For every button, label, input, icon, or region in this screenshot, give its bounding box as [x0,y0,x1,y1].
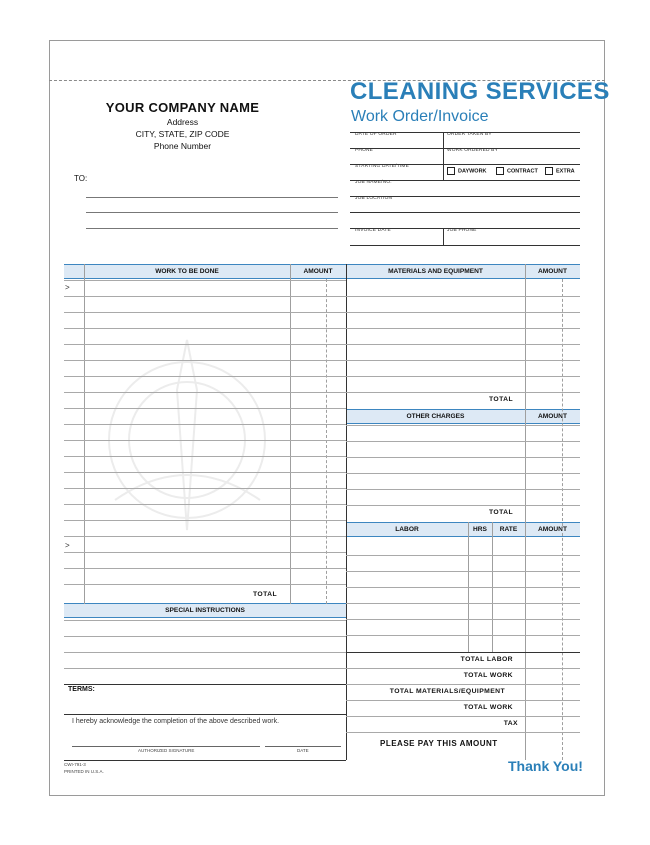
work-row-line[interactable] [64,328,346,329]
right-row-line[interactable] [346,505,580,506]
total-work-label-2: TOTAL WORK [463,704,513,711]
work-amount-header: AMOUNT [303,268,333,275]
work-row-line[interactable] [64,392,346,393]
field-line [350,212,580,213]
tax-label: TAX [503,720,518,727]
company-name: YOUR COMPANY NAME [105,100,260,115]
contract-checkbox[interactable] [496,167,538,175]
daywork-checkbox[interactable] [447,167,487,175]
job-phone-label: JOB PHONE [447,228,477,233]
work-to-be-done-header: WORK TO BE DONE [155,268,219,275]
job-location-label: JOB LOCATION [355,196,393,201]
to-line[interactable] [86,212,338,213]
work-row-line[interactable] [64,296,346,297]
work-total-label: TOTAL [252,591,277,598]
right-row-line[interactable] [346,716,580,717]
right-row-line[interactable] [346,603,580,604]
right-row-line[interactable] [346,571,580,572]
field-divider [443,132,444,180]
right-row-line[interactable] [346,555,580,556]
work-row-line[interactable] [64,472,346,473]
work-row-line[interactable] [64,584,346,585]
extra-checkbox[interactable] [545,167,575,175]
summary-top-line [346,652,580,653]
right-row-line[interactable] [346,296,580,297]
materials-total-label: TOTAL [488,396,513,403]
work-row-line[interactable] [64,280,346,281]
work-row-line[interactable] [64,504,346,505]
special-row-line[interactable] [64,668,346,669]
to-line[interactable] [86,197,338,198]
to-label: TO: [74,174,88,183]
right-cents-divider [562,279,563,760]
work-col-line [84,264,85,604]
labor-amount-header: AMOUNT [538,526,567,533]
phone-label: PHONE [355,148,374,153]
work-col-line [290,264,291,604]
signature-line[interactable] [72,746,260,747]
form-code: CWI-791-3 [64,762,86,767]
watermark-emblem [85,330,290,540]
other-charges-amount-header: AMOUNT [538,413,567,420]
job-name-label: JOB NAME/NO. [355,180,392,185]
right-row-line[interactable] [346,587,580,588]
extra-label: EXTRA [556,168,575,175]
daywork-label: DAYWORK [458,168,487,175]
work-row-line[interactable] [64,440,346,441]
date-of-order-label: DATE OF ORDER [355,132,397,137]
center-divider [346,264,347,760]
left-bottom-line [64,760,346,761]
work-row-line[interactable] [64,344,346,345]
labor-rate-header: RATE [499,526,518,533]
right-row-line[interactable] [346,635,580,636]
right-row-line[interactable] [346,619,580,620]
work-row-line[interactable] [64,360,346,361]
special-row-line[interactable] [64,652,346,653]
special-row-line[interactable] [64,636,346,637]
thank-you-text: Thank You! [508,758,583,774]
to-line[interactable] [86,228,338,229]
total-work-label: TOTAL WORK [463,672,513,679]
date-line[interactable] [265,746,341,747]
right-row-line[interactable] [346,457,580,458]
company-address: Address [166,117,199,127]
other-charges-total-label: TOTAL [488,509,513,516]
work-row-line[interactable] [64,520,346,521]
contract-label: CONTRACT [507,168,538,175]
acknowledgement-text: I hereby acknowledge the completion of the above described work. [72,718,280,725]
right-row-line[interactable] [346,684,580,685]
terms-top-line [64,684,346,685]
order-taken-by-label: ORDER TAKEN BY [447,132,492,137]
signature-label: AUTHORIZED SIGNATURE [138,748,195,753]
field-divider [443,228,444,245]
printed-in: PRINTED IN U.S.A. [64,769,104,774]
invoice-date-label: INVOICE DATE [355,228,391,233]
ack-top-line [64,714,346,715]
other-charges-header: OTHER CHARGES [406,413,465,420]
right-row-line[interactable] [346,312,580,313]
labor-header: LABOR [395,526,419,533]
date-label: DATE [297,748,309,753]
materials-header: MATERIALS AND EQUIPMENT [388,268,483,275]
form-subtitle: Work Order/Invoice [351,108,489,125]
right-amount-col-line [525,264,526,760]
work-row-line[interactable] [64,376,346,377]
total-materials-label: TOTAL MATERIALS/EQUIPMENT [389,688,505,695]
right-row-line[interactable] [346,425,580,426]
work-row-line[interactable] [64,552,346,553]
materials-amount-header: AMOUNT [538,268,567,275]
right-row-line[interactable] [346,441,580,442]
work-row-line[interactable] [64,488,346,489]
starting-date-label: STARTING DATE/TIME [355,164,409,169]
company-block [70,100,295,151]
work-ordered-by-label: WORK ORDERED BY [447,148,498,153]
right-row-line[interactable] [346,376,580,377]
terms-label: TERMS: [68,686,95,693]
form-title: CLEANING SERVICES [350,78,610,105]
right-row-line[interactable] [346,732,580,733]
right-row-line[interactable] [346,700,580,701]
right-row-line[interactable] [346,489,580,490]
work-row-line[interactable] [64,536,346,537]
special-row-line[interactable] [64,620,346,621]
work-row-line[interactable] [64,424,346,425]
company-phone: Phone Number [153,141,212,151]
work-row-line[interactable] [64,312,346,313]
right-row-line[interactable] [346,392,580,393]
work-row-line[interactable] [64,408,346,409]
right-row-line[interactable] [346,344,580,345]
arrow-marker: > [65,283,70,292]
pay-this-amount-label: PLEASE PAY THIS AMOUNT [380,739,498,748]
field-line [350,245,580,246]
total-labor-label: TOTAL LABOR [460,656,513,663]
right-row-line[interactable] [346,668,580,669]
right-row-line[interactable] [346,328,580,329]
company-city: CITY, STATE, ZIP CODE [135,129,230,139]
arrow-marker: > [65,541,70,550]
right-row-line[interactable] [346,473,580,474]
labor-hrs-header: HRS [473,526,487,533]
right-row-line[interactable] [346,360,580,361]
special-instructions-header: SPECIAL INSTRUCTIONS [165,607,245,614]
work-row-line[interactable] [64,456,346,457]
work-row-line[interactable] [64,568,346,569]
